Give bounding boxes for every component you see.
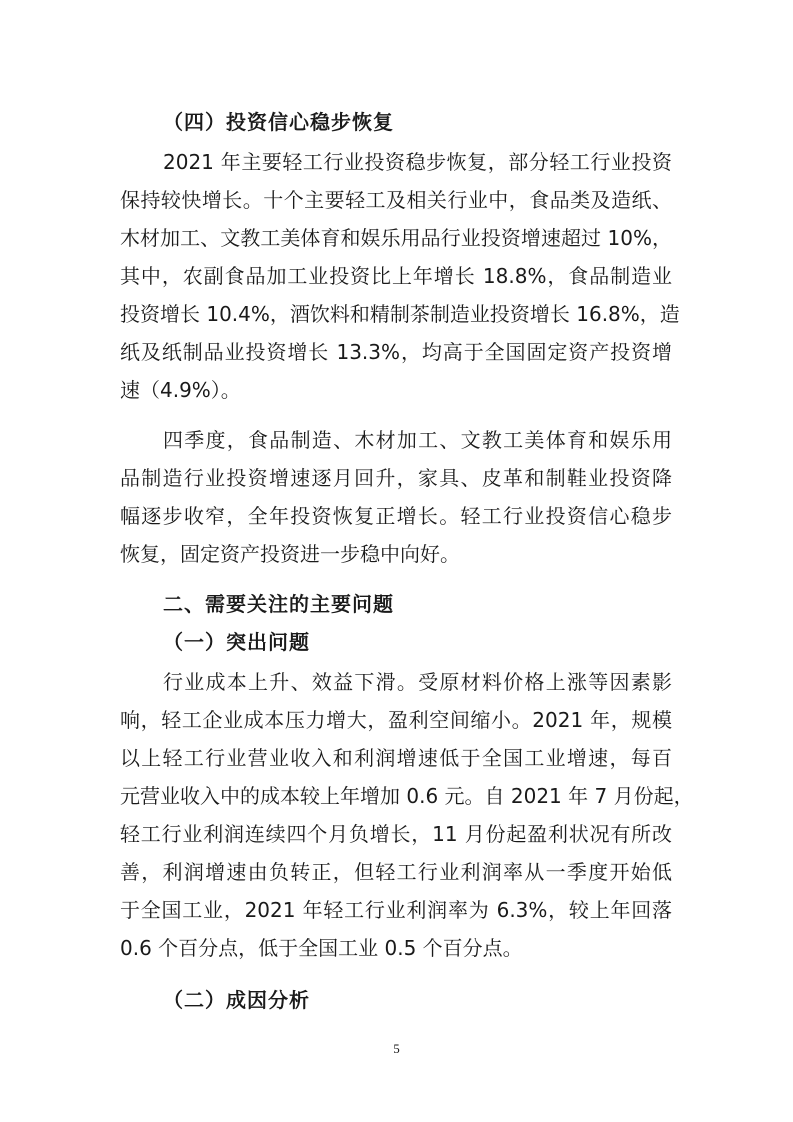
paragraph-2-line-1: 四季度，食品制造、木材加工、文教工美体育和娱乐用 [163,428,672,452]
paragraph-1-line-5: 投资增长 10.4%，酒饮料和精制茶制造业投资增长 16.8%，造 [120,302,680,326]
paragraph-3-line-4: 元营业收入中的成本较上年增加 0.6 元。自 2021 年 7 月份起， [120,784,694,808]
subsection-heading-cause-analysis: （二）成因分析 [163,988,310,1012]
paragraph-1-line-1: 2021 年主要轻工行业投资稳步恢复，部分轻工行业投资 [163,150,672,174]
paragraph-1-line-4: 其中，农副食品加工业投资比上年增长 18.8%，食品制造业 [120,264,672,288]
chapter-heading-main-issues: 二、需要关注的主要问题 [163,592,394,616]
paragraph-2-line-3: 幅逐步收窄，全年投资恢复正增长。轻工行业投资信心稳步 [120,504,672,528]
paragraph-2-line-2: 品制造行业投资增速逐月回升，家具、皮革和制鞋业投资降 [120,466,672,490]
paragraph-3-line-8: 0.6 个百分点，低于全国工业 0.5 个百分点。 [120,936,523,960]
paragraph-3-line-5: 轻工行业利润连续四个月负增长，11 月份起盈利状况有所改 [120,822,672,846]
paragraph-1-line-2: 保持较快增长。十个主要轻工及相关行业中，食品类及造纸、 [120,188,672,212]
paragraph-3-line-7: 于全国工业，2021 年轻工行业利润率为 6.3%，较上年回落 [120,898,672,922]
paragraph-1-line-6: 纸及纸制品业投资增长 13.3%，均高于全国固定资产投资增 [120,340,672,364]
paragraph-3-line-2: 响，轻工企业成本压力增大，盈利空间缩小。2021 年，规模 [120,708,672,732]
paragraph-2-line-4: 恢复，固定资产投资进一步稳中向好。 [120,542,460,566]
section-heading-investment-confidence: （四）投资信心稳步恢复 [163,110,394,134]
paragraph-3-line-3: 以上轻工行业营业收入和利润增速低于全国工业增速，每百 [120,746,672,770]
paragraph-1-line-7: 速（4.9%）。 [120,378,241,402]
page-number: 5 [393,1041,400,1056]
paragraph-3-line-1: 行业成本上升、效益下滑。受原材料价格上涨等因素影 [163,670,672,694]
subsection-heading-prominent-issues: （一）突出问题 [163,630,310,654]
paragraph-3-line-6: 善，利润增速由负转正，但轻工行业利润率从一季度开始低 [120,860,672,884]
paragraph-1-line-3: 木材加工、文教工美体育和娱乐用品行业投资增速超过 10%， [120,226,672,250]
